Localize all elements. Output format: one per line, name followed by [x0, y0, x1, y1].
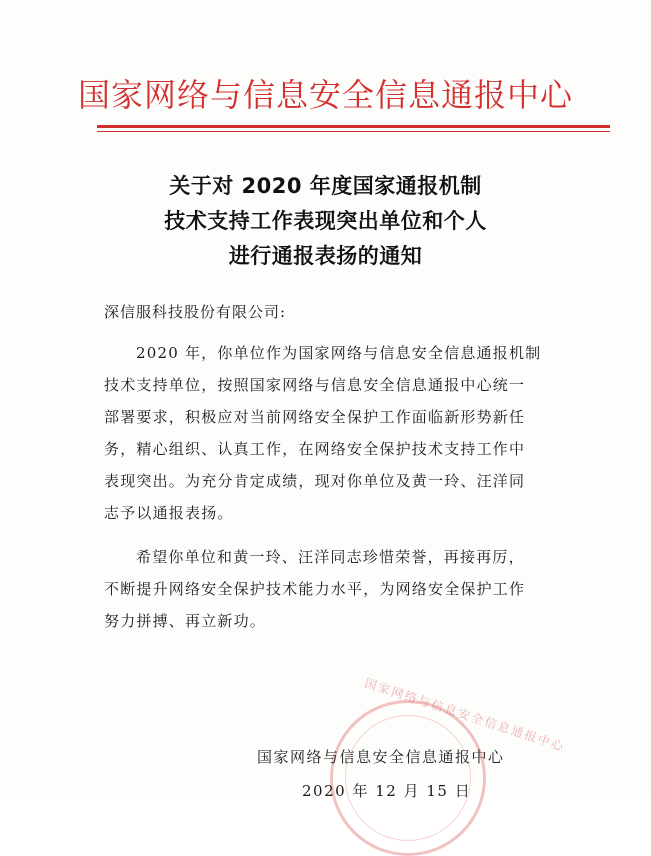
notice-title-line-1: 关于对 2020 年度国家通报机制 [169, 174, 482, 198]
red-header-rule-thin [97, 131, 610, 132]
paragraph-line: 希望你单位和黄一玲、汪洋同志珍惜荣誉，再接再厉， [136, 548, 525, 566]
paragraph-line: 技术支持单位，按照国家网络与信息安全信息通报中心统一 [104, 376, 526, 394]
issue-date: 2020 年 12 月 15 日 [302, 782, 472, 800]
body-paragraph-1 [104, 337, 586, 529]
paragraph-line: 务，精心组织、认真工作，在网络安全保护技术支持工作中 [104, 440, 526, 458]
paragraph-line: 不断提升网络安全保护技术能力水平，为网络安全保护工作 [104, 580, 526, 598]
notice-title-line-3: 进行通报表扬的通知 [228, 244, 423, 268]
paragraph-line: 表现突出。为充分肯定成绩，现对你单位及黄一玲、汪洋同 [104, 472, 526, 490]
paragraph-line: 志予以通报表扬。 [104, 504, 234, 522]
seal-text: 国家网络与信息安全信息通报中心 [362, 675, 567, 755]
official-seal-icon [330, 700, 486, 856]
notice-title-line-2: 技术支持工作表现突出单位和个人 [164, 209, 487, 233]
signer-organization: 国家网络与信息安全信息通报中心 [257, 748, 505, 766]
red-header-rule-thick [97, 125, 610, 128]
body-paragraph-2 [104, 541, 586, 637]
addressee: 深信服科技股份有限公司: [104, 303, 287, 321]
org-header-title: 国家网络与信息安全信息通报中心 [77, 76, 573, 114]
paragraph-line: 部署要求，积极应对当前网络安全保护工作面临新形势新任 [104, 408, 526, 426]
paragraph-line: 2020 年，你单位作为国家网络与信息安全信息通报机制 [136, 344, 542, 362]
paragraph-line: 努力拼搏、再立新功。 [104, 612, 267, 630]
